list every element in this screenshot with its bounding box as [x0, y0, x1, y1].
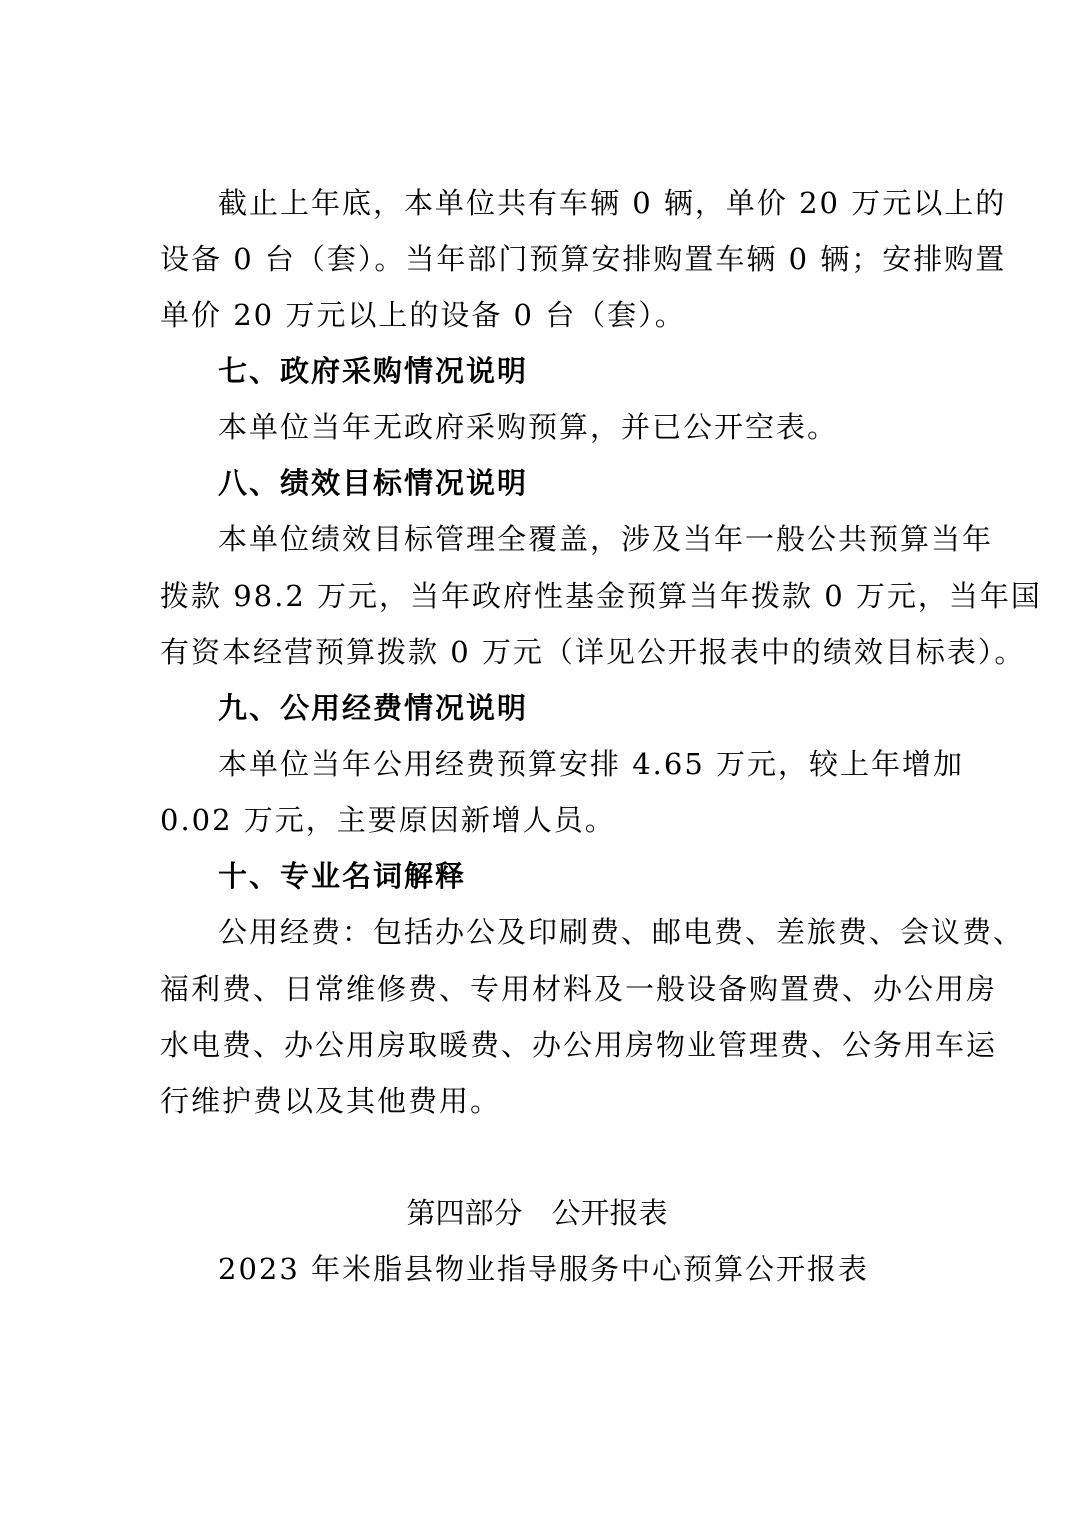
paragraph-line: 水电费、办公用房取暖费、办公用房物业管理费、公务用车运	[160, 1028, 998, 1062]
report-subtitle: 2023 年米脂县物业指导服务中心预算公开报表	[218, 1252, 870, 1286]
paragraph-line: 截止上年底，本单位共有车辆 0 辆，单价 20 万元以上的	[218, 186, 1007, 220]
section-heading-glossary: 十、专业名词解释	[218, 859, 467, 893]
section-heading-procurement: 七、政府采购情况说明	[218, 354, 529, 388]
section-heading-public-funds: 九、公用经费情况说明	[218, 691, 529, 725]
paragraph-line: 拨款 98.2 万元，当年政府性基金预算当年拨款 0 万元，当年国	[160, 579, 1042, 613]
paragraph-line: 行维护费以及其他费用。	[160, 1084, 502, 1118]
paragraph-line: 单价 20 万元以上的设备 0 台（套）。	[160, 298, 686, 332]
part-title: 第四部分 公开报表	[406, 1196, 668, 1230]
paragraph-line: 公用经费：包括办公及印刷费、邮电费、差旅费、会议费、	[218, 915, 1025, 949]
paragraph-line: 有资本经营预算拨款 0 万元（详见公开报表中的绩效目标表）。	[160, 635, 1026, 669]
paragraph-line: 本单位当年公用经费预算安排 4.65 万元，较上年增加	[218, 747, 965, 781]
paragraph-line: 福利费、日常维修费、专用材料及一般设备购置费、办公用房	[160, 972, 998, 1006]
paragraph-line: 0.02 万元，主要原因新增人员。	[160, 803, 616, 837]
paragraph-line: 本单位当年无政府采购预算，并已公开空表。	[218, 410, 839, 444]
paragraph-line: 本单位绩效目标管理全覆盖，涉及当年一般公共预算当年	[218, 522, 994, 556]
paragraph-line: 设备 0 台（套）。当年部门预算安排购置车辆 0 辆；安排购置	[160, 242, 1007, 276]
section-heading-performance: 八、绩效目标情况说明	[218, 466, 529, 500]
